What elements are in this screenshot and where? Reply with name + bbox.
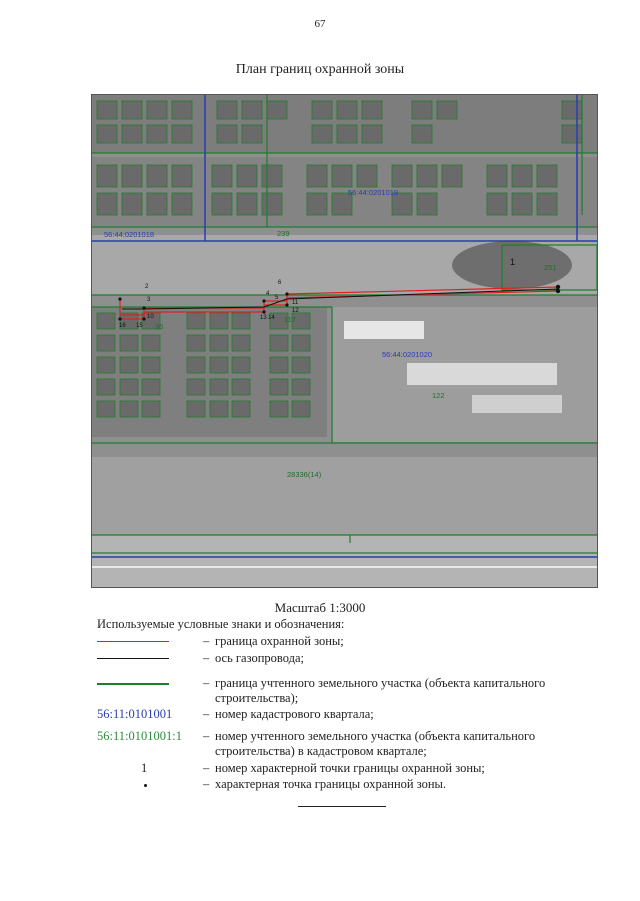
legend-title: Используемые условные знаки и обозначения: [97, 617, 345, 631]
point-label-5: 5 [275, 295, 279, 301]
highway [92, 535, 597, 587]
black-line-symbol [97, 658, 169, 659]
quarter-label: 56:44:0201018 [104, 230, 155, 239]
point-label-12: 12 [292, 308, 299, 314]
legend-text: номер кадастрового квартала; [215, 707, 374, 721]
legend-item-point: – характерная точка границы охранной зоны. [97, 777, 577, 792]
legend-item-protection-zone: – граница охранной зоны; [97, 634, 577, 649]
building [344, 321, 424, 339]
point-label-3: 3 [147, 297, 151, 303]
point-label-15: 15 [136, 323, 143, 329]
legend-text: граница учтенного земельного участка (объекта капитального строительства); [215, 676, 546, 705]
point-label-2: 2 [145, 284, 149, 290]
point-label-14: 14 [268, 315, 275, 321]
point-label-10: 10 [147, 314, 154, 320]
page-title: План границ охранной зоны [235, 62, 405, 77]
legend-text: характерная точка границы охранной зоны. [215, 777, 447, 791]
parcel-number-symbol: 56:11:0101001:1 [97, 729, 182, 743]
point-dot-symbol [144, 784, 147, 787]
legend-item-quarter-number: 56:11:0101001 – номер кадастрового квартала; [97, 707, 577, 722]
signature-line [298, 806, 386, 807]
point-label-4: 4 [266, 291, 270, 297]
point-label-1: 1 [510, 257, 516, 267]
building [472, 395, 562, 413]
parcel-label: 239 [277, 229, 290, 238]
legend-text: номер учтенного земельного участка (объекта капитального строительства) в кадастровом квартале; [215, 729, 536, 758]
point-label-16: 16 [119, 323, 126, 329]
green-line-symbol [97, 683, 169, 685]
building [407, 363, 557, 385]
map-svg [92, 95, 597, 587]
point-label-6: 6 [278, 280, 282, 286]
quarter-number-symbol: 56:11:0101001 [97, 707, 173, 721]
parcel-label: 117 [284, 315, 296, 324]
point-label-11: 11 [292, 300, 299, 306]
quarter-label: 56:44:0201020 [382, 350, 433, 359]
legend-item-pipeline-axis: – ось газопровода; [97, 651, 577, 666]
legend-item-parcel-boundary: – граница учтенного земельного участка (объекта капитального строительства); [97, 676, 577, 706]
house-grid-lower [97, 313, 310, 417]
point-number-symbol: 1 [141, 761, 148, 775]
legend-item-parcel-number: 56:11:0101001:1 – номер учтенного земельного участка (объекта капитального строительства) в кадастровом квартале; [97, 729, 577, 759]
legend [97, 634, 577, 792]
red-line-symbol [97, 641, 169, 642]
parcel-label: 28336(14) [287, 470, 322, 479]
legend-text: граница охранной зоны; [215, 634, 344, 648]
parcel-label: 36 [155, 322, 164, 331]
legend-text: номер характерной точки границы охранной зоны; [215, 761, 485, 775]
map-scale: Масштаб 1:3000 [274, 600, 366, 615]
point-label-13: 13 [260, 315, 267, 321]
cadastral-map [91, 94, 598, 588]
legend-text: ось газопровода; [215, 651, 305, 665]
parcel-label: 251 [544, 263, 557, 272]
quarter-label: 56:44:0201019 [348, 188, 399, 197]
page-number: 67 [314, 18, 326, 30]
parcel-label: 122 [432, 391, 445, 400]
field [92, 457, 597, 535]
legend-item-point-number: 1 – номер характерной точки границы охранной зоны; [97, 761, 577, 776]
